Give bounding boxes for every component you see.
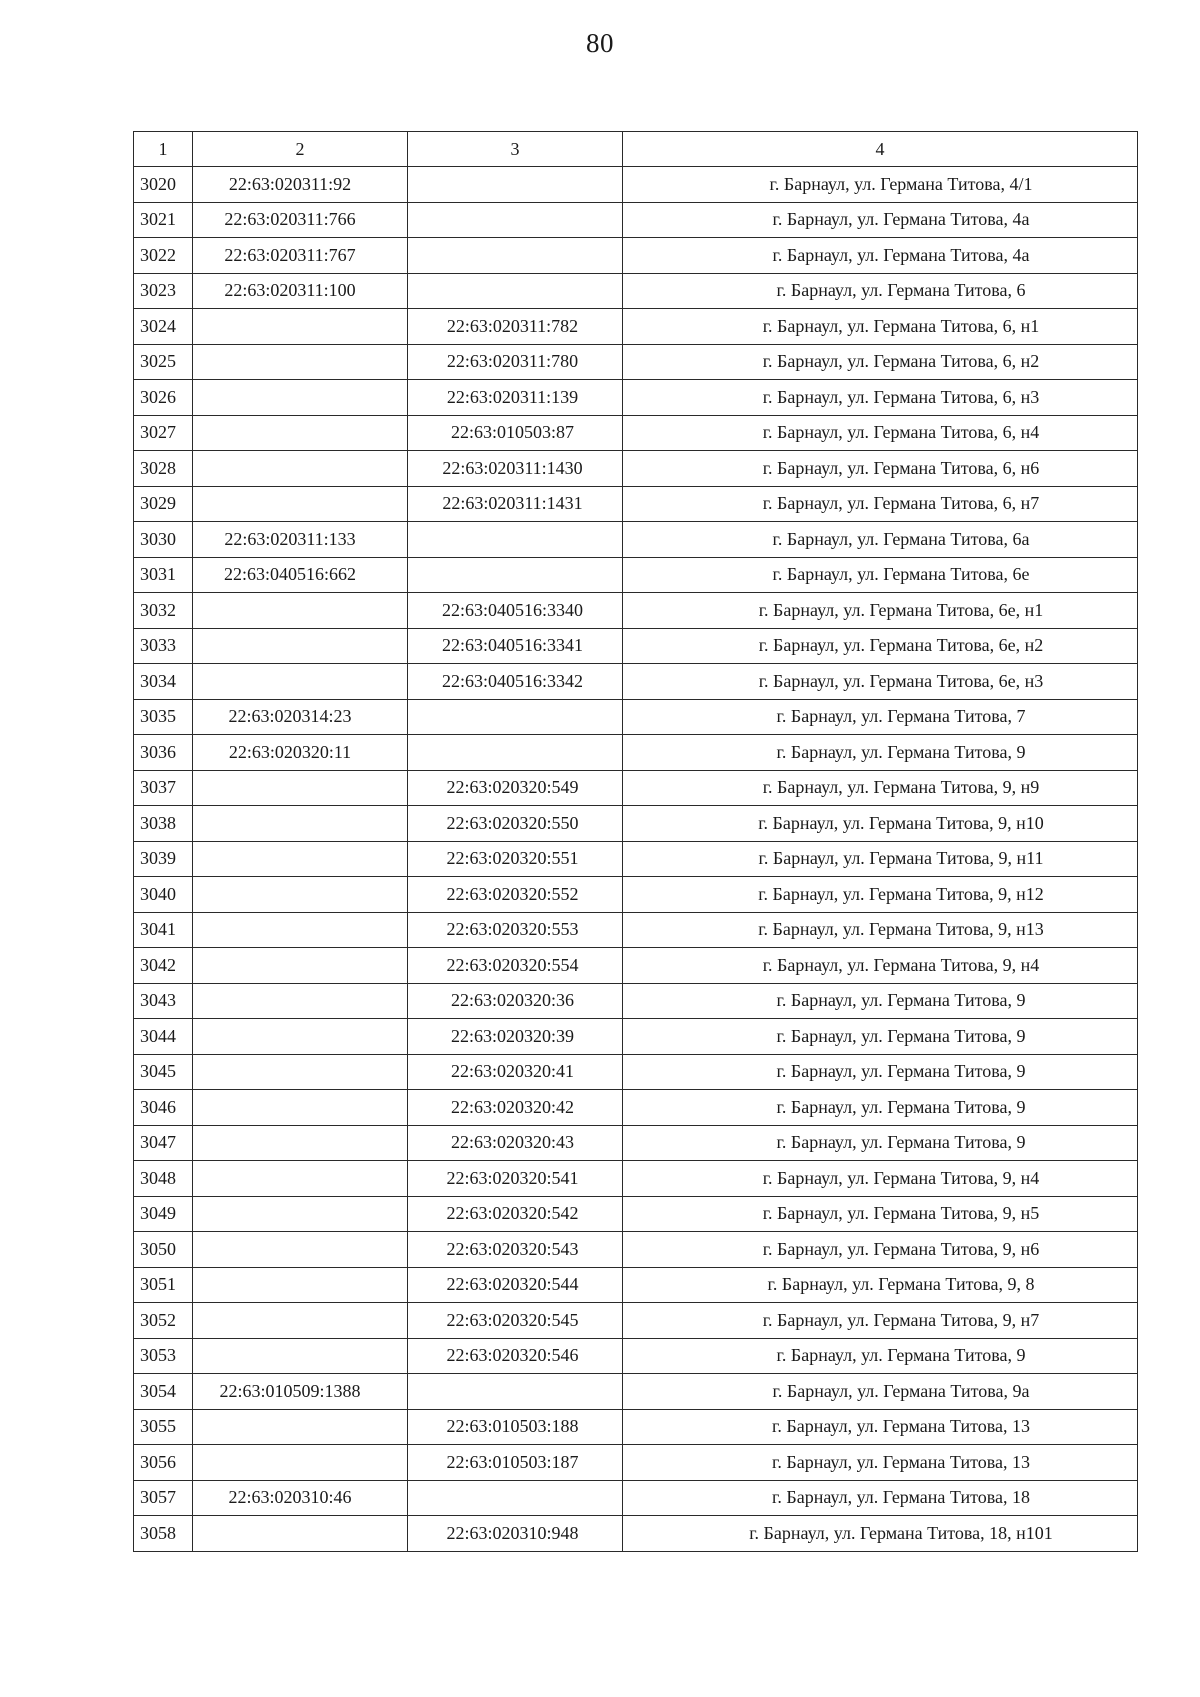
land-cadastral-number-cell (193, 877, 408, 913)
land-cadastral-number-cell (193, 841, 408, 877)
building-cadastral-number-cell: 22:63:020311:780 (408, 344, 623, 380)
row-number-cell: 3051 (134, 1267, 193, 1303)
table-row (134, 664, 1138, 700)
address-cell: г. Барнаул, ул. Германа Титова, 6е, н1 (623, 593, 1138, 629)
table-row (134, 557, 1138, 593)
building-cadastral-number-cell: 22:63:020320:552 (408, 877, 623, 913)
table-row (134, 1374, 1138, 1410)
land-cadastral-number-cell (193, 486, 408, 522)
row-number-cell: 3032 (134, 593, 193, 629)
table-row (134, 1267, 1138, 1303)
row-number-cell: 3052 (134, 1303, 193, 1339)
row-number-cell: 3029 (134, 486, 193, 522)
table-row (134, 1338, 1138, 1374)
table-row (134, 806, 1138, 842)
building-cadastral-number-cell: 22:63:020320:554 (408, 948, 623, 984)
table-row (134, 415, 1138, 451)
row-number-cell: 3037 (134, 770, 193, 806)
building-cadastral-number-cell: 22:63:040516:3342 (408, 664, 623, 700)
table-row (134, 841, 1138, 877)
row-number-cell: 3040 (134, 877, 193, 913)
building-cadastral-number-cell: 22:63:020320:545 (408, 1303, 623, 1339)
row-number-cell: 3043 (134, 983, 193, 1019)
building-cadastral-number-cell (408, 522, 623, 558)
building-cadastral-number-cell (408, 699, 623, 735)
table-row (134, 273, 1138, 309)
land-cadastral-number-cell: 22:63:010509:1388 (193, 1374, 408, 1410)
table-row (134, 167, 1138, 203)
building-cadastral-number-cell: 22:63:010503:188 (408, 1409, 623, 1445)
building-cadastral-number-cell: 22:63:020311:139 (408, 380, 623, 416)
address-cell: г. Барнаул, ул. Германа Титова, 9, н4 (623, 948, 1138, 984)
land-cadastral-number-cell (193, 1445, 408, 1481)
row-number-cell: 3027 (134, 415, 193, 451)
row-number-cell: 3055 (134, 1409, 193, 1445)
row-number-cell: 3048 (134, 1161, 193, 1197)
land-cadastral-number-cell: 22:63:020314:23 (193, 699, 408, 735)
address-cell: г. Барнаул, ул. Германа Титова, 6, н2 (623, 344, 1138, 380)
address-cell: г. Барнаул, ул. Германа Титова, 9а (623, 1374, 1138, 1410)
address-cell: г. Барнаул, ул. Германа Титова, 4а (623, 238, 1138, 274)
land-cadastral-number-cell (193, 415, 408, 451)
row-number-cell: 3028 (134, 451, 193, 487)
building-cadastral-number-cell: 22:63:020320:549 (408, 770, 623, 806)
address-cell: г. Барнаул, ул. Германа Титова, 9 (623, 1019, 1138, 1055)
header-row (134, 132, 1138, 167)
land-cadastral-number-cell (193, 1125, 408, 1161)
table-row (134, 1232, 1138, 1268)
table-row (134, 1409, 1138, 1445)
address-cell: г. Барнаул, ул. Германа Титова, 18 (623, 1480, 1138, 1516)
land-cadastral-number-cell (193, 806, 408, 842)
land-cadastral-number-cell: 22:63:020311:133 (193, 522, 408, 558)
table-row (134, 1090, 1138, 1126)
address-cell: г. Барнаул, ул. Германа Титова, 9, н10 (623, 806, 1138, 842)
row-number-cell: 3054 (134, 1374, 193, 1410)
table-row (134, 451, 1138, 487)
row-number-cell: 3041 (134, 912, 193, 948)
building-cadastral-number-cell: 22:63:020320:544 (408, 1267, 623, 1303)
address-cell: г. Барнаул, ул. Германа Титова, 6е, н2 (623, 628, 1138, 664)
building-cadastral-number-cell: 22:63:010503:87 (408, 415, 623, 451)
land-cadastral-number-cell (193, 983, 408, 1019)
row-number-cell: 3036 (134, 735, 193, 771)
row-number-cell: 3050 (134, 1232, 193, 1268)
table-row (134, 380, 1138, 416)
table-row (134, 1196, 1138, 1232)
table-row (134, 983, 1138, 1019)
building-cadastral-number-cell: 22:63:010503:187 (408, 1445, 623, 1481)
building-cadastral-number-cell: 22:63:020320:551 (408, 841, 623, 877)
building-cadastral-number-cell: 22:63:020320:542 (408, 1196, 623, 1232)
address-cell: г. Барнаул, ул. Германа Титова, 6, н1 (623, 309, 1138, 345)
land-cadastral-number-cell (193, 1196, 408, 1232)
header-col-4: 4 (623, 132, 1138, 167)
address-cell: г. Барнаул, ул. Германа Титова, 9, н9 (623, 770, 1138, 806)
land-cadastral-number-cell: 22:63:020320:11 (193, 735, 408, 771)
address-cell: г. Барнаул, ул. Германа Титова, 7 (623, 699, 1138, 735)
row-number-cell: 3047 (134, 1125, 193, 1161)
address-cell: г. Барнаул, ул. Германа Титова, 6е (623, 557, 1138, 593)
address-cell: г. Барнаул, ул. Германа Титова, 9, н7 (623, 1303, 1138, 1339)
address-cell: г. Барнаул, ул. Германа Титова, 18, н101 (623, 1516, 1138, 1552)
row-number-cell: 3020 (134, 167, 193, 203)
land-cadastral-number-cell: 22:63:020311:767 (193, 238, 408, 274)
row-number-cell: 3039 (134, 841, 193, 877)
address-cell: г. Барнаул, ул. Германа Титова, 9, 8 (623, 1267, 1138, 1303)
row-number-cell: 3045 (134, 1054, 193, 1090)
row-number-cell: 3031 (134, 557, 193, 593)
land-cadastral-number-cell (193, 664, 408, 700)
building-cadastral-number-cell: 22:63:020320:42 (408, 1090, 623, 1126)
land-cadastral-number-cell (193, 309, 408, 345)
row-number-cell: 3058 (134, 1516, 193, 1552)
row-number-cell: 3026 (134, 380, 193, 416)
land-cadastral-number-cell (193, 1161, 408, 1197)
building-cadastral-number-cell: 22:63:020311:782 (408, 309, 623, 345)
row-number-cell: 3021 (134, 202, 193, 238)
address-cell: г. Барнаул, ул. Германа Титова, 9, н12 (623, 877, 1138, 913)
table-row (134, 912, 1138, 948)
address-cell: г. Барнаул, ул. Германа Титова, 6, н7 (623, 486, 1138, 522)
table-row (134, 1125, 1138, 1161)
building-cadastral-number-cell (408, 1480, 623, 1516)
header-col-2: 2 (193, 132, 408, 167)
table-row (134, 593, 1138, 629)
address-cell: г. Барнаул, ул. Германа Титова, 13 (623, 1409, 1138, 1445)
building-cadastral-number-cell: 22:63:020310:948 (408, 1516, 623, 1552)
land-cadastral-number-cell (193, 1090, 408, 1126)
address-cell: г. Барнаул, ул. Германа Титова, 6 (623, 273, 1138, 309)
row-number-cell: 3035 (134, 699, 193, 735)
address-cell: г. Барнаул, ул. Германа Титова, 9 (623, 1125, 1138, 1161)
land-cadastral-number-cell (193, 1232, 408, 1268)
row-number-cell: 3025 (134, 344, 193, 380)
building-cadastral-number-cell: 22:63:020320:39 (408, 1019, 623, 1055)
building-cadastral-number-cell (408, 238, 623, 274)
building-cadastral-number-cell: 22:63:020311:1430 (408, 451, 623, 487)
table-row (134, 770, 1138, 806)
address-cell: г. Барнаул, ул. Германа Титова, 9 (623, 1090, 1138, 1126)
address-cell: г. Барнаул, ул. Германа Титова, 9, н5 (623, 1196, 1138, 1232)
land-cadastral-number-cell (193, 770, 408, 806)
header-col-1: 1 (134, 132, 193, 167)
cadastral-table (133, 131, 1138, 1552)
table-row (134, 1161, 1138, 1197)
land-cadastral-number-cell (193, 912, 408, 948)
address-cell: г. Барнаул, ул. Германа Титова, 9 (623, 1054, 1138, 1090)
address-cell: г. Барнаул, ул. Германа Титова, 6, н4 (623, 415, 1138, 451)
address-cell: г. Барнаул, ул. Германа Титова, 4а (623, 202, 1138, 238)
address-cell: г. Барнаул, ул. Германа Титова, 9, н6 (623, 1232, 1138, 1268)
table-row (134, 1516, 1138, 1552)
land-cadastral-number-cell (193, 948, 408, 984)
building-cadastral-number-cell (408, 273, 623, 309)
land-cadastral-number-cell (193, 593, 408, 629)
header-col-3: 3 (408, 132, 623, 167)
land-cadastral-number-cell (193, 451, 408, 487)
table-row (134, 309, 1138, 345)
land-cadastral-number-cell: 22:63:020311:100 (193, 273, 408, 309)
building-cadastral-number-cell: 22:63:040516:3340 (408, 593, 623, 629)
land-cadastral-number-cell: 22:63:020311:92 (193, 167, 408, 203)
land-cadastral-number-cell (193, 628, 408, 664)
row-number-cell: 3057 (134, 1480, 193, 1516)
land-cadastral-number-cell (193, 380, 408, 416)
table-row (134, 1019, 1138, 1055)
table-row (134, 628, 1138, 664)
table-row (134, 238, 1138, 274)
building-cadastral-number-cell: 22:63:020320:553 (408, 912, 623, 948)
address-cell: г. Барнаул, ул. Германа Титова, 4/1 (623, 167, 1138, 203)
table-row (134, 1445, 1138, 1481)
row-number-cell: 3038 (134, 806, 193, 842)
cadastral-table-container (133, 131, 1137, 1552)
building-cadastral-number-cell: 22:63:020311:1431 (408, 486, 623, 522)
address-cell: г. Барнаул, ул. Германа Титова, 6, н3 (623, 380, 1138, 416)
page-number: 80 (586, 28, 614, 58)
land-cadastral-number-cell (193, 1409, 408, 1445)
land-cadastral-number-cell: 22:63:020311:766 (193, 202, 408, 238)
table-row (134, 1054, 1138, 1090)
land-cadastral-number-cell (193, 1267, 408, 1303)
land-cadastral-number-cell: 22:63:020310:46 (193, 1480, 408, 1516)
land-cadastral-number-cell (193, 1516, 408, 1552)
row-number-cell: 3044 (134, 1019, 193, 1055)
building-cadastral-number-cell (408, 167, 623, 203)
row-number-cell: 3046 (134, 1090, 193, 1126)
address-cell: г. Барнаул, ул. Германа Титова, 6, н6 (623, 451, 1138, 487)
table-body (134, 167, 1138, 1552)
land-cadastral-number-cell (193, 1338, 408, 1374)
building-cadastral-number-cell: 22:63:020320:41 (408, 1054, 623, 1090)
land-cadastral-number-cell (193, 1019, 408, 1055)
building-cadastral-number-cell: 22:63:020320:550 (408, 806, 623, 842)
row-number-cell: 3024 (134, 309, 193, 345)
row-number-cell: 3022 (134, 238, 193, 274)
row-number-cell: 3056 (134, 1445, 193, 1481)
table-row (134, 699, 1138, 735)
table-row (134, 735, 1138, 771)
land-cadastral-number-cell: 22:63:040516:662 (193, 557, 408, 593)
row-number-cell: 3023 (134, 273, 193, 309)
address-cell: г. Барнаул, ул. Германа Титова, 6а (623, 522, 1138, 558)
building-cadastral-number-cell: 22:63:020320:541 (408, 1161, 623, 1197)
table-row (134, 522, 1138, 558)
row-number-cell: 3049 (134, 1196, 193, 1232)
table-header (134, 132, 1138, 167)
building-cadastral-number-cell (408, 557, 623, 593)
building-cadastral-number-cell (408, 1374, 623, 1410)
address-cell: г. Барнаул, ул. Германа Титова, 13 (623, 1445, 1138, 1481)
table-row (134, 486, 1138, 522)
table-row (134, 1303, 1138, 1339)
address-cell: г. Барнаул, ул. Германа Титова, 9 (623, 735, 1138, 771)
address-cell: г. Барнаул, ул. Германа Титова, 9 (623, 983, 1138, 1019)
table-row (134, 877, 1138, 913)
row-number-cell: 3034 (134, 664, 193, 700)
building-cadastral-number-cell: 22:63:020320:43 (408, 1125, 623, 1161)
building-cadastral-number-cell: 22:63:020320:543 (408, 1232, 623, 1268)
land-cadastral-number-cell (193, 344, 408, 380)
land-cadastral-number-cell (193, 1303, 408, 1339)
row-number-cell: 3053 (134, 1338, 193, 1374)
table-row (134, 948, 1138, 984)
address-cell: г. Барнаул, ул. Германа Титова, 9, н11 (623, 841, 1138, 877)
address-cell: г. Барнаул, ул. Германа Титова, 6е, н3 (623, 664, 1138, 700)
table-row (134, 202, 1138, 238)
address-cell: г. Барнаул, ул. Германа Титова, 9, н4 (623, 1161, 1138, 1197)
row-number-cell: 3030 (134, 522, 193, 558)
building-cadastral-number-cell: 22:63:020320:546 (408, 1338, 623, 1374)
land-cadastral-number-cell (193, 1054, 408, 1090)
table-row (134, 1480, 1138, 1516)
building-cadastral-number-cell (408, 202, 623, 238)
building-cadastral-number-cell (408, 735, 623, 771)
row-number-cell: 3033 (134, 628, 193, 664)
building-cadastral-number-cell: 22:63:020320:36 (408, 983, 623, 1019)
table-row (134, 344, 1138, 380)
building-cadastral-number-cell: 22:63:040516:3341 (408, 628, 623, 664)
address-cell: г. Барнаул, ул. Германа Титова, 9, н13 (623, 912, 1138, 948)
address-cell: г. Барнаул, ул. Германа Титова, 9 (623, 1338, 1138, 1374)
row-number-cell: 3042 (134, 948, 193, 984)
